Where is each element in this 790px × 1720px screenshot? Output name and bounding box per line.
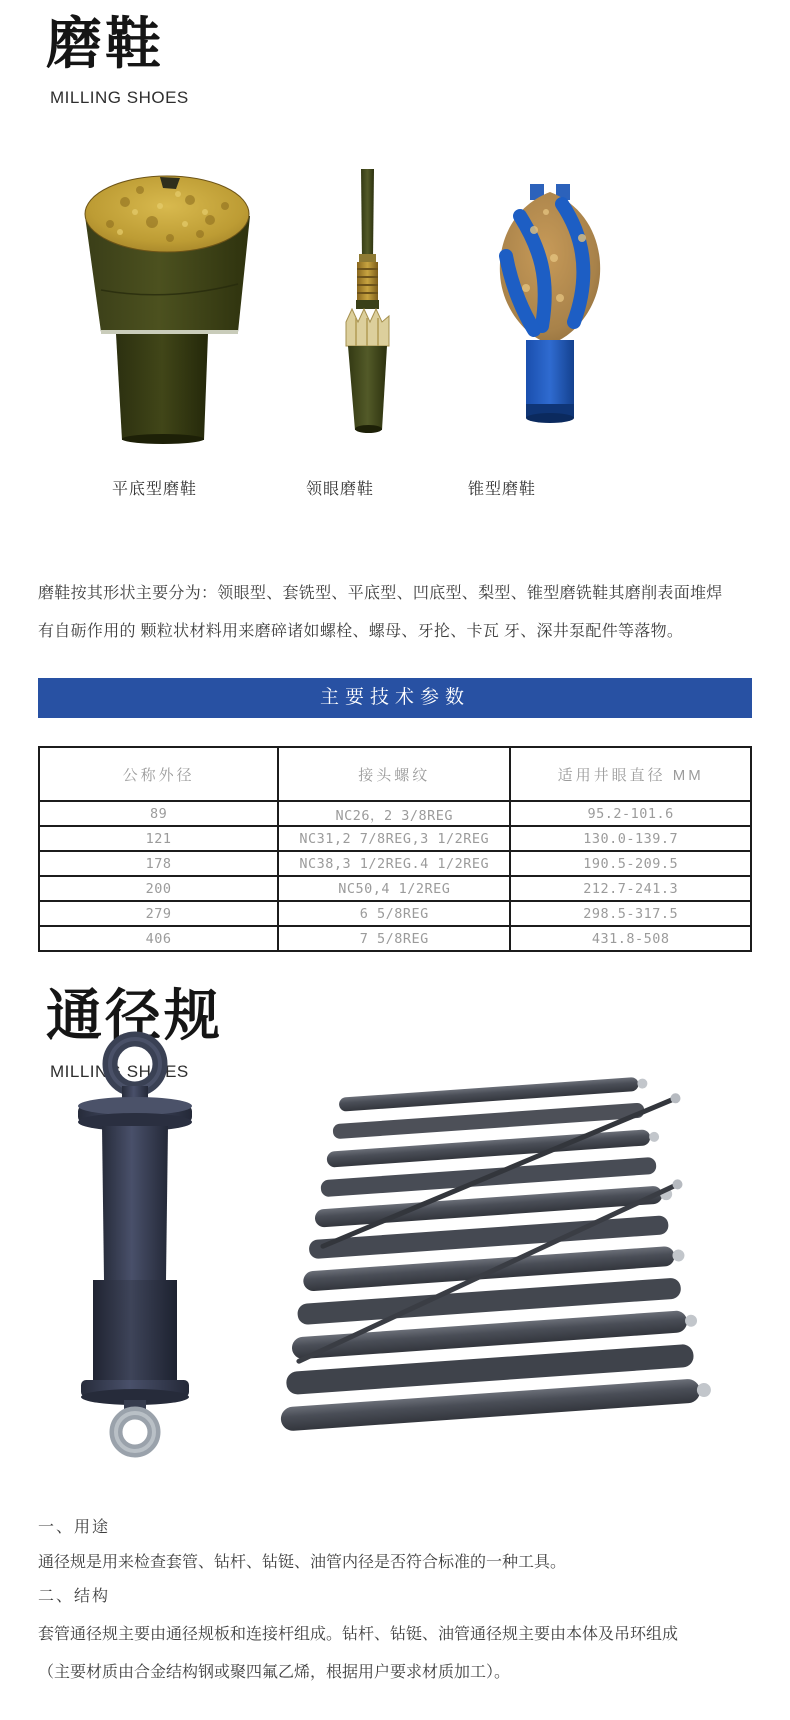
cell-od: 406 [39, 926, 278, 951]
milling-description-line2: 有自砺作用的 颗粒状材料用来磨碎诸如螺栓、螺母、牙抡、卡瓦 牙、深井泵配件等落物。 [38, 623, 684, 640]
cell-thread: NC50,4 1/2REG [278, 876, 510, 901]
table-row [39, 901, 751, 926]
cell-thread: 7 5/8REG [278, 926, 510, 951]
flat-bottom-milling-shoe-image [80, 172, 255, 448]
milling-description-line1: 磨鞋按其形状主要分为：领眼型、套铣型、平底型、凹底型、梨型、锥型磨铣鞋其磨削表面堆焊 [38, 585, 723, 602]
drift-gauge-rods-image [255, 1060, 715, 1460]
cell-od: 279 [39, 901, 278, 926]
cell-od: 121 [39, 826, 278, 851]
cell-diameter: 298.5-317.5 [510, 901, 751, 926]
structure-text-line2: （主要材质由合金结构钢或聚四氟乙烯，根据用户要求材质加工）。 [38, 1664, 511, 1681]
pilot-caption: 领眼磨鞋 [306, 481, 375, 498]
drift-gauge-image [60, 1028, 210, 1460]
pilot-milling-shoe-image [332, 166, 404, 442]
table-row [39, 801, 751, 826]
usage-text: 通径规是用来检查套管、钻杆、钻铤、油管内径是否符合标准的一种工具。 [38, 1554, 567, 1571]
table-header-row [39, 747, 751, 801]
header-thread: 接头螺纹 [278, 747, 510, 801]
table-row [39, 926, 751, 951]
cell-thread: NC38,3 1/2REG.4 1/2REG [278, 851, 510, 876]
technical-params-banner: 主要技术参数 [38, 678, 752, 718]
technical-params-table [38, 746, 752, 952]
cell-od: 200 [39, 876, 278, 901]
table-row [39, 876, 751, 901]
cell-diameter: 212.7-241.3 [510, 876, 751, 901]
milling-shoes-subtitle: MILLING SHOES [50, 88, 189, 107]
cell-diameter: 95.2-101.6 [510, 801, 751, 826]
header-hole-diameter: 适用井眼直径 MM [510, 747, 751, 801]
structure-text-line1: 套管通径规主要由通径规板和连接杆组成。钻杆、钻铤、油管通径规主要由本体及吊环组成 [38, 1626, 679, 1643]
cell-diameter: 190.5-209.5 [510, 851, 751, 876]
tapered-caption: 锥型磨鞋 [468, 481, 537, 498]
cell-diameter: 431.8-508 [510, 926, 751, 951]
table-row [39, 851, 751, 876]
cell-od: 178 [39, 851, 278, 876]
cell-thread: 6 5/8REG [278, 901, 510, 926]
cell-thread: NC31,2 7/8REG,3 1/2REG [278, 826, 510, 851]
cell-od: 89 [39, 801, 278, 826]
milling-shoes-title: 磨鞋 [46, 12, 164, 75]
usage-heading: 一、用途 [38, 1519, 111, 1536]
table-row [39, 826, 751, 851]
flat-bottom-caption: 平底型磨鞋 [112, 481, 198, 498]
drift-gauge-subtitle: MILLING SHOES [50, 1062, 189, 1081]
header-nominal-od: 公称外径 [39, 747, 278, 801]
tapered-milling-shoe-image [490, 178, 610, 430]
drift-gauge-title: 通径规 [46, 984, 223, 1047]
structure-heading: 二、结构 [38, 1588, 111, 1605]
cell-diameter: 130.0-139.7 [510, 826, 751, 851]
cell-thread: NC26，2 3/8REG [278, 801, 510, 826]
